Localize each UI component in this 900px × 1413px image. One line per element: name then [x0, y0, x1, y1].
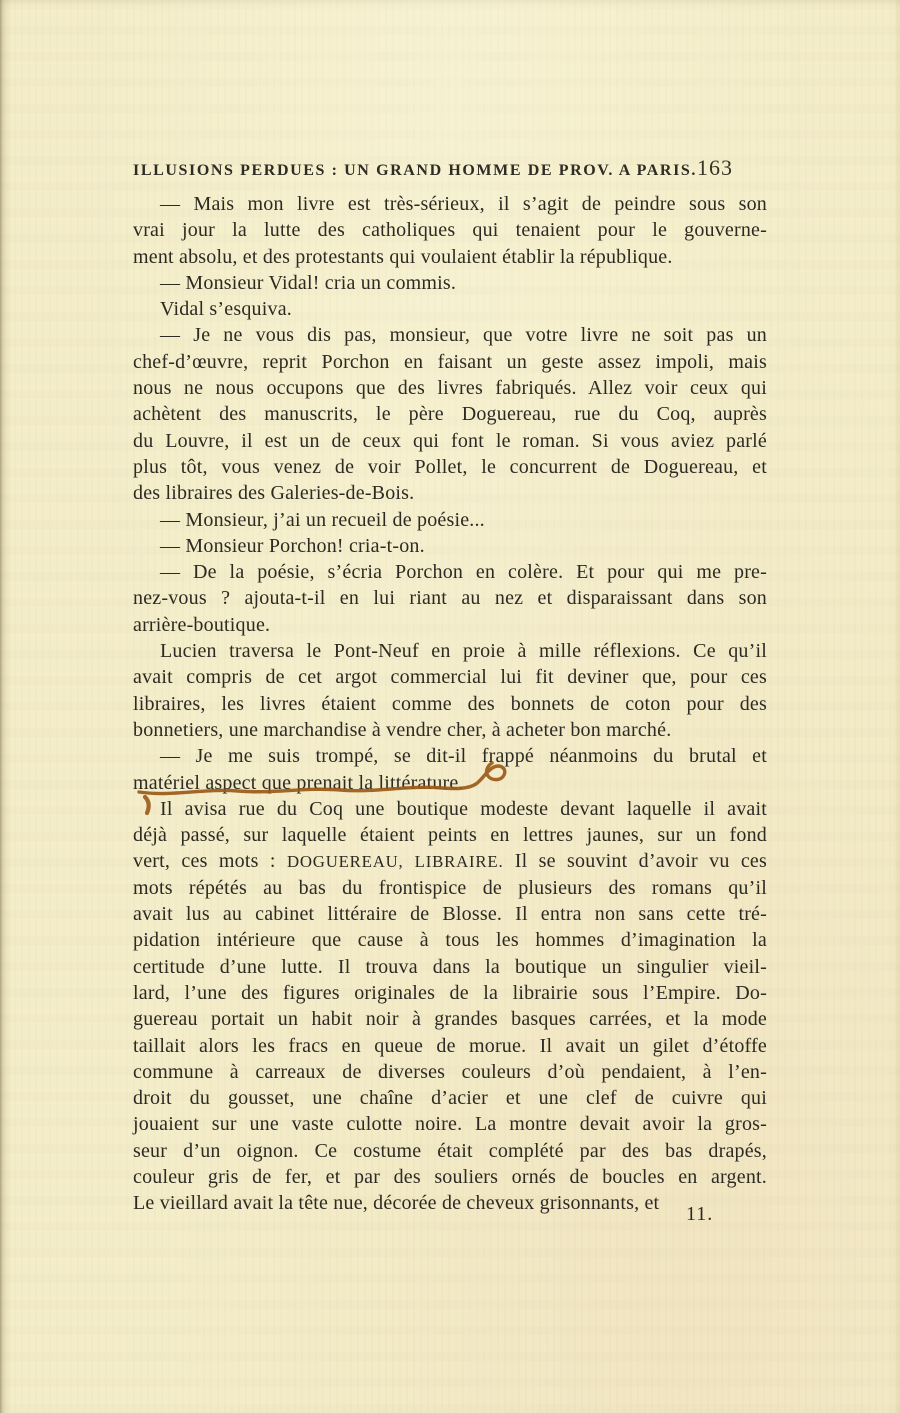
running-title: ILLUSIONS PERDUES : UN GRAND HOMME DE PROV. A PARIS. [133, 162, 697, 179]
text-line: des libraires des Galeries-de-Bois. [133, 482, 415, 505]
text-line: seur d’un oignon. Ce costume était complété par des bas drapés, [133, 1139, 767, 1162]
text-line: libraires, les livres étaient comme des bonnets de coton pour des [133, 692, 767, 715]
text-line: pidation intérieure que cause à tous les hommes d’imagination la [133, 929, 767, 952]
text-line: — Monsieur Porchon! cria-t-on. [160, 534, 425, 557]
text-line: plus tôt, vous venez de voir Pollet, le concurrent de Doguereau, et [133, 455, 767, 478]
text-line: — Mais mon livre est très-sérieux, il s’agit de peindre sous son [160, 193, 767, 215]
text-line: guereau portait un habit noir à grandes basques carrées, et la mode [133, 1008, 767, 1031]
text-line: — Monsieur Vidal! cria un commis. [160, 271, 457, 294]
text-line: vert, ces mots : DOGUEREAU, LIBRAIRE. Il se souvint d’avoir vu ces [133, 850, 767, 873]
text-line: Lucien traversa le Pont-Neuf en proie à mille réflexions. Ce qu’il [160, 640, 767, 663]
text-line: achètent des manuscrits, le père Doguereau, rue du Coq, auprès [133, 403, 767, 426]
text-line: ment absolu, et des protestants qui voulaient établir la république. [133, 245, 673, 268]
text-line: commune à carreaux de diverses couleurs d’où pendaient, à l’en- [133, 1060, 767, 1083]
text-line: — Monsieur, j’ai un recueil de poésie... [160, 508, 485, 531]
text-line: vrai jour la lutte des catholiques qui tenaient pour le gouverne- [133, 219, 767, 242]
text-line: chef-d’œuvre, reprit Porchon en faisant un geste assez impoli, mais [133, 350, 767, 373]
text-line: Vidal s’esquiva. [160, 298, 292, 321]
text-line: arrière-boutique. [133, 613, 271, 636]
text-line: déjà passé, sur laquelle étaient peints en lettres jaunes, sur un fond [133, 824, 767, 847]
text-line: certitude d’une lutte. Il trouva dans la boutique un singulier vieil- [133, 955, 767, 978]
text-line: — Je me suis trompé, se dit-il frappé néanmoins du brutal et [160, 745, 767, 768]
text-line: nez-vous ? ajouta-t-il en lui riant au nez et disparaissant dans son [133, 587, 767, 610]
text-line: Le vieillard avait la tête nue, décorée de cheveux grisonnants, et [133, 1192, 660, 1215]
text-line: avait lus au cabinet littéraire de Blosse. Il entra non sans cette tré- [133, 903, 767, 926]
text-line: lard, l’une des figures originales de la librairie sous l’Empire. Do- [133, 981, 767, 1004]
text-line: — Je ne vous dis pas, monsieur, que votre livre ne soit pas un [160, 324, 767, 347]
text-line: — De la poésie, s’écria Porchon en colère. Et pour qui me pre- [160, 561, 767, 584]
text-line: droit du gousset, une chaîne d’acier et une clef de cuivre qui [133, 1087, 767, 1110]
page-number: 163 [697, 155, 733, 180]
text-line: du Louvre, il est un de ceux qui font le roman. Si vous aviez parlé [133, 429, 767, 452]
text-line: nous ne nous occupons que des livres fabriqués. Allez voir ceux qui [133, 377, 767, 400]
text-line: mots répétés au bas du frontispice de plusieurs des romans qu’il [133, 876, 767, 899]
text-line: couleur gris de fer, et par des souliers ornés de boucles en argent. [133, 1165, 767, 1188]
text-line: Il avisa rue du Coq une boutique modeste devant laquelle il avait [160, 797, 767, 820]
text-line: bonnetiers, une marchandise à vendre cher, à acheter bon marché. [133, 718, 672, 741]
body-text [133, 191, 767, 1217]
text-line: jouaient sur une vaste culotte noire. La montre devait avoir la gros- [133, 1113, 767, 1136]
text-line: avait compris de cet argot commercial lui fit deviner que, pour ces [133, 666, 767, 689]
signature-mark: 11. [686, 1203, 714, 1225]
running-header [133, 155, 733, 181]
text-line: matériel aspect que prenait la littérature. [133, 771, 464, 794]
shop-sign-smallcaps: DOGUEREAU, LIBRAIRE. [286, 852, 504, 872]
text-line: taillait alors les fracs en queue de morue. Il avait un gilet d’étoffe [133, 1034, 767, 1057]
